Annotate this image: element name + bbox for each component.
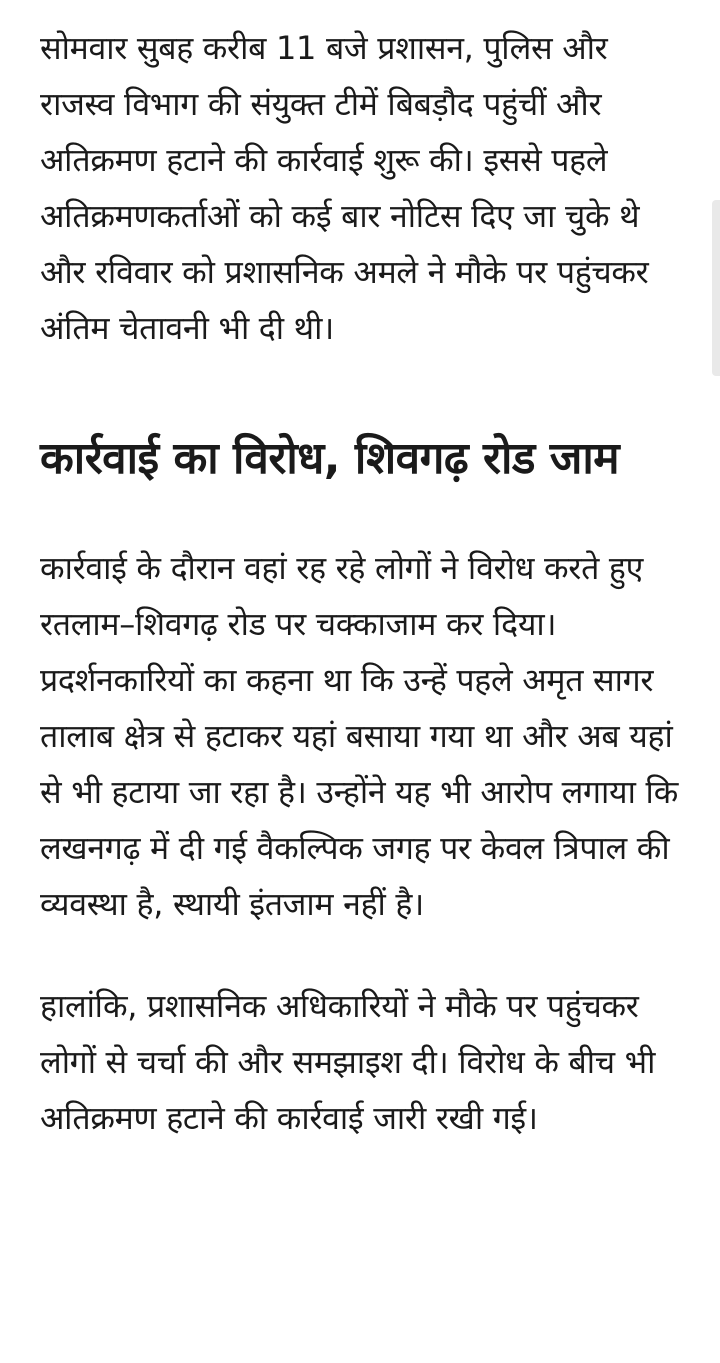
scrollbar-thumb[interactable] [712,200,720,376]
article-paragraph-3: हालांकि, प्रशासनिक अधिकारियों ने मौके पर पहुंचकर लोगों से चर्चा की और समझाइश दी। विरोध के बीच भी अतिक्रमण हटाने की कार्रवाई जारी रखी गई। [40,987,656,1137]
article-paragraph-1: सोमवार सुबह करीब 11 बजे प्रशासन, पुलिस और राजस्व विभाग की संयुक्त टीमें बिबड़ौद पहुंचीं और अतिक्रमण हटाने की कार्रवाई शुरू की। इससे पहले अतिक्रमणकर्ताओं को कई बार नोटिस दिए जा चुके थे और रविवार को प्रशासनिक अमले ने मौके पर पहुंचकर अंतिम चेतावनी भी दी थी। [40,29,649,347]
section-heading: कार्रवाई का विरोध, शिवगढ़ रोड जाम [40,433,620,484]
article-paragraph-2: कार्रवाई के दौरान वहां रह रहे लोगों ने विरोध करते हुए रतलाम–शिवगढ़ रोड पर चक्काजाम कर दिया। प्रदर्शनकारियों का कहना था कि उन्हें पहले अमृत सागर तालाब क्षेत्र से हटाकर यहां बसाया गया था और अब यहां से भी हटाया जा रहा है। उन्होंने यह भी आरोप लगाया कि लखनगढ़ में दी गई वैकल्पिक जगह पर केवल त्रिपाल की व्यवस्था है, स्थायी इंतजाम नहीं है। [40,549,679,923]
article-body [40,20,690,1146]
